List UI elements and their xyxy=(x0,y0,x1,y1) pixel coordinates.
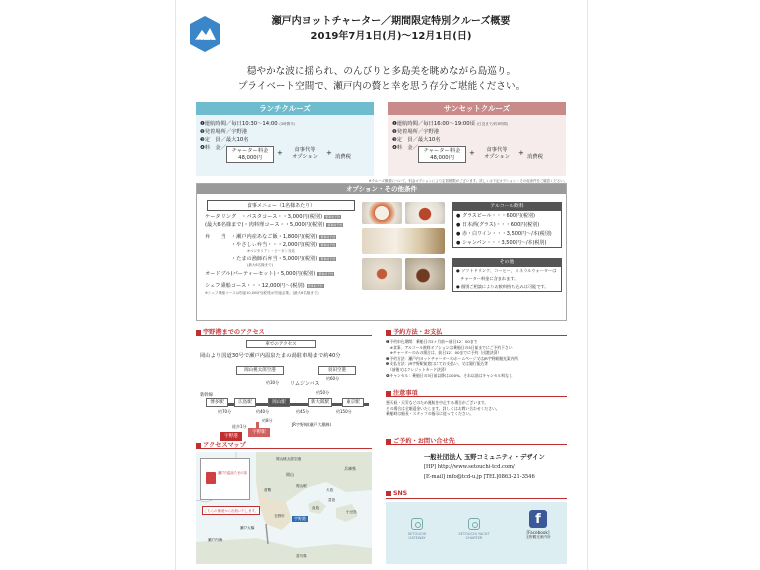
food-note: ※ベジタリアン・ビーガン対応 xyxy=(247,249,295,253)
contact-section-title: ご予約・お問い合せ先 xyxy=(386,436,567,445)
lunch-fee-label: ❹料 金／ xyxy=(200,145,226,151)
other-item: ● 個別ご相談によりお飲料持ち込みは可能です。 xyxy=(456,284,549,289)
alcohol-menu xyxy=(452,202,562,248)
plus-icon: + xyxy=(326,149,332,157)
lunch-capacity: ❸定 員／最大10名 xyxy=(200,137,249,143)
map-label: 玉野市 xyxy=(274,514,285,518)
shinkansen-label: 新幹線 xyxy=(200,393,213,398)
square-icon xyxy=(386,391,391,396)
time-label: 約45分 xyxy=(296,409,310,414)
cruise-note: ※クルーズ概要について、料金オプションにより定員制限がございます。詳しくは下記オプション・その他条件をご確認ください。 xyxy=(368,179,567,183)
time-label: 約150分 xyxy=(336,409,352,414)
map-label: 岡山駅 xyxy=(296,484,307,488)
other-conditions xyxy=(452,258,562,292)
reservation-details xyxy=(386,339,567,378)
food-note: (最大6名様まで) xyxy=(247,263,273,267)
time-label: 約8分 xyxy=(262,418,273,423)
caution-line: 乗船時は船長・スタッフの指示に従ってください。 xyxy=(386,411,474,417)
reservation-line: ❶予約申込期間：乗船日の2ヶ月前〜前日12：00まで xyxy=(386,339,478,344)
uno-port: 宇野港 xyxy=(220,432,242,441)
map-label: 小豆島 xyxy=(346,510,357,514)
map-section-title: アクセスマップ xyxy=(196,440,372,449)
car-access-text: 岡山より国道30号で瀬戸内温泉たまの湯駐車場まで約40分 xyxy=(200,353,341,359)
sunset-cruise-title: サンセットクルーズ xyxy=(388,102,566,115)
shin-osaka-station: 新大阪駅 xyxy=(308,398,332,407)
lunch-meal-option: 食事代等 オプション xyxy=(291,147,318,160)
food-item: ケータリング ・パスタコース・・3,000円(税別) 要事前予約 xyxy=(205,214,341,220)
food-item: シェフ乗船コース・・・12,000円〜(税別) 要事前予約 xyxy=(205,283,323,289)
map-label: 香川県 xyxy=(296,554,307,558)
square-icon xyxy=(386,439,391,444)
uno-station: 宇野駅 xyxy=(248,428,270,437)
time-label: 徒歩1分 xyxy=(232,424,247,429)
contact-email-tel[interactable]: [E-mail] info@tcd-u.jp [TEL]0863-21-3546 xyxy=(424,474,535,480)
chef-course-photo xyxy=(405,258,445,290)
hiroshima-station: 広島駅 xyxy=(234,398,256,407)
plus-icon: + xyxy=(469,149,475,157)
square-icon xyxy=(386,491,391,496)
time-label: 約30分 xyxy=(266,380,280,385)
page-period: 2019年7月1日(月)〜12月1日(日) xyxy=(310,31,472,42)
haneda-airport: 羽田空港 xyxy=(318,366,356,375)
reservation-section-title: 予約方法・お支払 xyxy=(386,327,567,336)
logo-subtext: GATEWAY xyxy=(197,46,213,50)
meat-photo xyxy=(405,202,445,224)
lunch-charter-price: チャーター料金 48,000円 xyxy=(226,146,274,163)
map-label: 直島 xyxy=(312,506,320,510)
food-item: (最大6名様まで)・肉料理コース・・5,000円(税別) 要事前予約 xyxy=(205,222,343,228)
time-label: 約50分 xyxy=(316,390,330,395)
reservation-line: ※食事、アルコール飲料オプションは乗船日の5日前までにご予約下さい xyxy=(386,344,513,350)
food-note: ※シェフ乗船コースは別途10,000円(税別)が別途必要。(最大6名様まで) xyxy=(205,291,319,295)
lead-line-2: プライベート空間で、瀬戸内の贅と幸を思う存分ご堪能ください。 xyxy=(237,81,526,92)
limousine-bus-label: リムジンバス xyxy=(290,381,320,387)
reservation-line: （前後又はクレジットカード決済） xyxy=(386,366,449,372)
logo-text: SETOUCHI xyxy=(192,40,218,45)
alcohol-item: ● 赤・白ワイン・・・3,500円〜/本(税別) xyxy=(456,231,552,237)
facebook-icon: f xyxy=(529,510,547,528)
instagram-icon xyxy=(411,518,423,530)
reservation-line: ❸支払方法：JR宇野駅前窓口にてお支払い、又は銀行振込等 xyxy=(386,361,489,367)
caution-line: 悪天候・天災などのため運航を中止する場合がございます。 xyxy=(386,400,489,405)
other-item: チャーター料金に含まれます。 xyxy=(456,276,519,281)
alcohol-title: アルコール飲料 xyxy=(453,203,561,211)
lunch-cruise-card xyxy=(196,102,374,176)
sunset-capacity: ❸定 員／最大10名 xyxy=(392,137,441,143)
time-label: 約60分 xyxy=(326,376,340,381)
flyer-sheet xyxy=(176,0,587,570)
pasta-photo xyxy=(362,202,402,224)
sunset-meal-option: 食事代等 オプション xyxy=(483,147,510,160)
square-icon xyxy=(196,330,201,335)
lunch-time: ❶運航時間／毎日10:30〜14:00 (3時間半) xyxy=(200,121,296,127)
reservation-line: ※チャーターのみの場合は、前日12：00までに予約（出港決済） xyxy=(386,350,502,356)
map-label: 岡山 xyxy=(286,472,294,477)
food-item: ・たまの漁師石弁当・5,000円(税別) 要事前予約 xyxy=(205,256,336,262)
map-callout: こちらの係留から出航いたします。 xyxy=(202,506,260,515)
options-title: オプション・その他条件 xyxy=(197,184,566,194)
map-label: 瀬戸大橋 xyxy=(240,526,255,530)
map-label: 犬島 xyxy=(326,488,334,492)
hors-doeuvre-photo xyxy=(362,258,402,290)
reservation-line: ❹キャンセル：乗船日の3日前以降は100%、それ以前はキャンセル料なし xyxy=(386,372,513,378)
options-panel xyxy=(196,183,567,321)
map-label: 豊島 xyxy=(328,498,336,502)
alcohol-item: ● シャンパン・・・3,500円〜/本(税別) xyxy=(456,240,547,246)
facebook-link[interactable]: f [Facebook] 玉野観光案内所 xyxy=(525,512,551,539)
lunch-cruise-title: ランチクルーズ xyxy=(196,102,374,115)
tokyo-station: 東京駅 xyxy=(342,398,364,407)
sunset-time: ❶運航時間／毎日16:00〜19:00頃 (日没まで/約3時間) xyxy=(392,121,509,127)
sns-section-title: SNS xyxy=(386,490,567,499)
food-menu-title: 食事メニュー（1名様あたり） xyxy=(207,200,355,211)
access-map xyxy=(196,452,372,564)
mooring-marker xyxy=(206,472,216,484)
instagram-icon xyxy=(468,518,480,530)
food-item: オードブル(パーティーセット)・5,000円(税別) 要事前予約 xyxy=(205,271,334,277)
map-label: 兵庫県 xyxy=(344,466,356,471)
map-label: 岡山桃太郎空港 xyxy=(276,457,302,461)
instagram-charter-link[interactable]: SETOUCHI YACHT CHARTER xyxy=(456,518,492,540)
map-label: 倉敷 xyxy=(264,488,272,492)
okayama-station: 岡山駅 xyxy=(268,398,290,407)
sunset-charter-price: チャーター料金 48,000円 xyxy=(418,146,466,163)
reservation-line: ❷予約方法：瀬戸内ヨットチャーターのホームページ又はJR宇野駅観光案内所 xyxy=(386,355,519,361)
sunset-cruise-card xyxy=(388,102,566,176)
square-icon xyxy=(196,443,201,448)
food-item: ・やさしぃ弁当・・・2,000円(税別) 要事前予約 xyxy=(205,242,336,248)
lunch-tax: 消費税 xyxy=(335,154,351,160)
caution-section-title: 注意事項 xyxy=(386,388,567,397)
map-inset-label: 瀬戸内温泉たまの湯 xyxy=(218,471,247,475)
caution-line: その場合は全額返金いたします。詳しくはお問い合わせください。 xyxy=(386,405,500,411)
sunset-tax: 消費税 xyxy=(527,154,543,160)
okayama-airport: 岡山桃太郎空港 xyxy=(236,366,284,375)
lead-line-1: 穏やかな波に揺られ、のんびりと多島美を眺めながら島巡り。 xyxy=(246,66,517,77)
alcohol-item: ● 日本酒(グラス)・・・600円(税別) xyxy=(456,222,540,228)
other-item: ● ソフトドリンク、コーヒー、ミネラルウォーターは xyxy=(456,268,557,273)
jr-uno-line-label: JR宇野線(瀬戸大橋線) xyxy=(292,422,332,427)
time-label: 約70分 xyxy=(218,409,232,414)
food-item: 弁 当 ・瀬戸内産あなご飯・1,800円(税別) 要事前予約 xyxy=(205,234,336,240)
contact-website[interactable]: [HP] http://www.setouchi-tcd.com/ xyxy=(424,464,515,470)
caution-details xyxy=(386,400,567,417)
contact-organization: 一般社団法人 玉野コミュニティ・デザイン xyxy=(424,454,545,461)
plus-icon: + xyxy=(518,149,524,157)
sns-area xyxy=(386,502,567,564)
other-title: その他 xyxy=(453,259,561,267)
sunset-fee-label: ❹料 金／ xyxy=(392,145,418,151)
access-section-title: 宇野港までのアクセス xyxy=(196,327,372,336)
time-label: 約40分 xyxy=(256,409,270,414)
access-diagram xyxy=(196,362,372,442)
sunset-port: ❷発着場所／宇野港 xyxy=(392,129,440,135)
car-access-label: 車でのアクセス xyxy=(246,340,316,348)
square-icon xyxy=(386,330,391,335)
uno-port-map-label: 宇野港 xyxy=(294,516,306,521)
alcohol-item: ● グラスビール・・・600円(税別) xyxy=(456,213,535,219)
plus-icon: + xyxy=(277,149,283,157)
map-label: 瀬戸内海 xyxy=(208,538,223,542)
instagram-gateway-link[interactable]: SETOUCHI GATEWAY xyxy=(400,518,434,540)
hakata-station: 博多駅 xyxy=(206,398,228,407)
lunch-port: ❷発着場所／宇野港 xyxy=(200,129,248,135)
page-title: 瀬戸内ヨットチャーター／期間限定特別クルーズ概要 xyxy=(271,16,511,27)
bento-photo xyxy=(362,228,445,254)
